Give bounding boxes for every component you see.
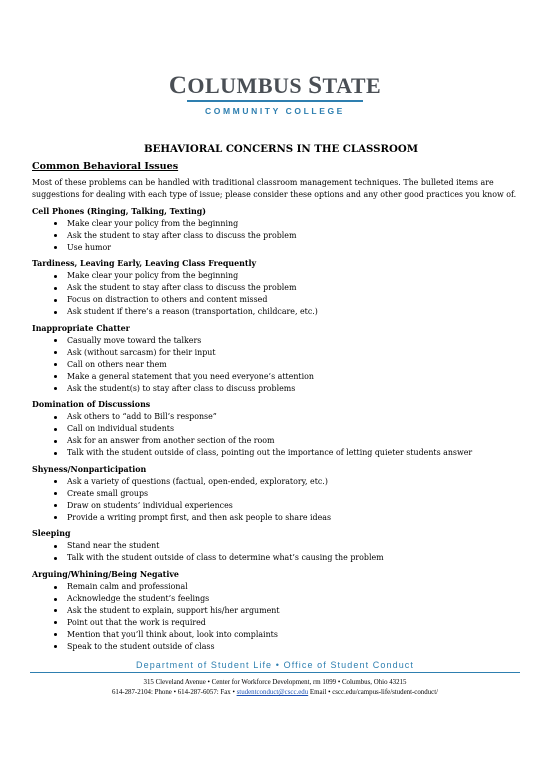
- list-item: Mention that you’ll think about, look into complaints: [32, 629, 522, 641]
- bullet-list: [32, 335, 522, 395]
- list-item: Ask the student to stay after class to discuss the problem: [32, 282, 522, 294]
- list-item: Provide a writing prompt first, and then ask people to share ideas: [32, 512, 522, 524]
- logo-wordmark: [0, 72, 550, 99]
- list-item: Ask for an answer from another section of the room: [32, 435, 522, 447]
- bullet-list: [32, 540, 522, 564]
- list-item: Ask a variety of questions (factual, open-ended, exploratory, etc.): [32, 476, 522, 488]
- intro-paragraph: Most of these problems can be handled with traditional classroom management techniques. The bulleted items are suggestions for dealing with each type of issue; please consider these options and any other good practices you know of.: [32, 178, 517, 199]
- footer-contact: [0, 688, 550, 697]
- document-title: BEHAVIORAL CONCERNS IN THE CLASSROOM: [144, 143, 418, 155]
- college-logo: [0, 72, 550, 116]
- footer-web: Email • cscc.edu/campus-life/student-conduct/: [308, 689, 439, 696]
- footer-department: Department of Student Life • Office of Student Conduct: [135, 660, 414, 670]
- bullet-list: [32, 411, 522, 459]
- logo-divider: [187, 100, 363, 102]
- footer-divider: [30, 672, 520, 673]
- category-heading: Cell Phones (Ringing, Talking, Texting): [32, 206, 206, 216]
- footer-address: 315 Cleveland Avenue • Center for Workforce Development, rm 1099 • Columbus, Ohio 43215: [143, 679, 407, 686]
- list-item: Ask (without sarcasm) for their input: [32, 347, 522, 359]
- document-body: [32, 142, 522, 658]
- category-heading: Arguing/Whining/Being Negative: [32, 570, 179, 580]
- logo-line1: COLUMBUS STATE: [168, 72, 382, 99]
- bullet-list: [32, 581, 522, 652]
- list-item: Make clear your policy from the beginning: [32, 270, 522, 282]
- list-item: Use humor: [32, 242, 522, 254]
- category-heading: Tardiness, Leaving Early, Leaving Class Frequently: [32, 259, 257, 269]
- list-item: Call on others near them: [32, 359, 522, 371]
- category-heading: Sleeping: [32, 529, 71, 539]
- list-item: Make a general statement that you need everyone’s attention: [32, 371, 522, 383]
- bullet-list: [32, 270, 522, 318]
- category-heading: Inappropriate Chatter: [32, 323, 130, 333]
- behavior-categories: [32, 206, 522, 653]
- list-item: Point out that the work is required: [32, 617, 522, 629]
- list-item: Remain calm and professional: [32, 581, 522, 593]
- list-item: Ask student if there’s a reason (transportation, childcare, etc.): [32, 306, 522, 318]
- list-item: Ask the student to explain, support his/her argument: [32, 605, 522, 617]
- list-item: Focus on distraction to others and content missed: [32, 294, 522, 306]
- bullet-list: [32, 218, 522, 254]
- list-item: Ask the student to stay after class to discuss the problem: [32, 230, 522, 242]
- section-heading: Common Behavioral Issues: [32, 161, 179, 172]
- category-heading: Shyness/Nonparticipation: [32, 464, 147, 474]
- list-item: Speak to the student outside of class: [32, 641, 522, 653]
- list-item: Ask the student(s) to stay after class to discuss problems: [32, 383, 522, 395]
- list-item: Ask others to “add to Bill’s response”: [32, 411, 522, 423]
- logo-line2: COMMUNITY COLLEGE: [205, 105, 345, 116]
- bullet-list: [32, 476, 522, 524]
- list-item: Make clear your policy from the beginning: [32, 218, 522, 230]
- list-item: Talk with the student outside of class, pointing out the importance of letting quieter students answer: [32, 447, 522, 459]
- list-item: Draw on students’ individual experiences: [32, 500, 522, 512]
- list-item: Talk with the student outside of class to determine what’s causing the problem: [32, 552, 522, 564]
- list-item: Call on individual students: [32, 423, 522, 435]
- list-item: Acknowledge the student’s feelings: [32, 593, 522, 605]
- list-item: Create small groups: [32, 488, 522, 500]
- email-link[interactable]: studentconduct@cscc.edu: [236, 689, 309, 696]
- category-heading: Domination of Discussions: [32, 400, 151, 410]
- footer-phone-fax: 614-287-2104: Phone • 614-287-6057: Fax •: [111, 689, 237, 696]
- list-item: Casually move toward the talkers: [32, 335, 522, 347]
- list-item: Stand near the student: [32, 540, 522, 552]
